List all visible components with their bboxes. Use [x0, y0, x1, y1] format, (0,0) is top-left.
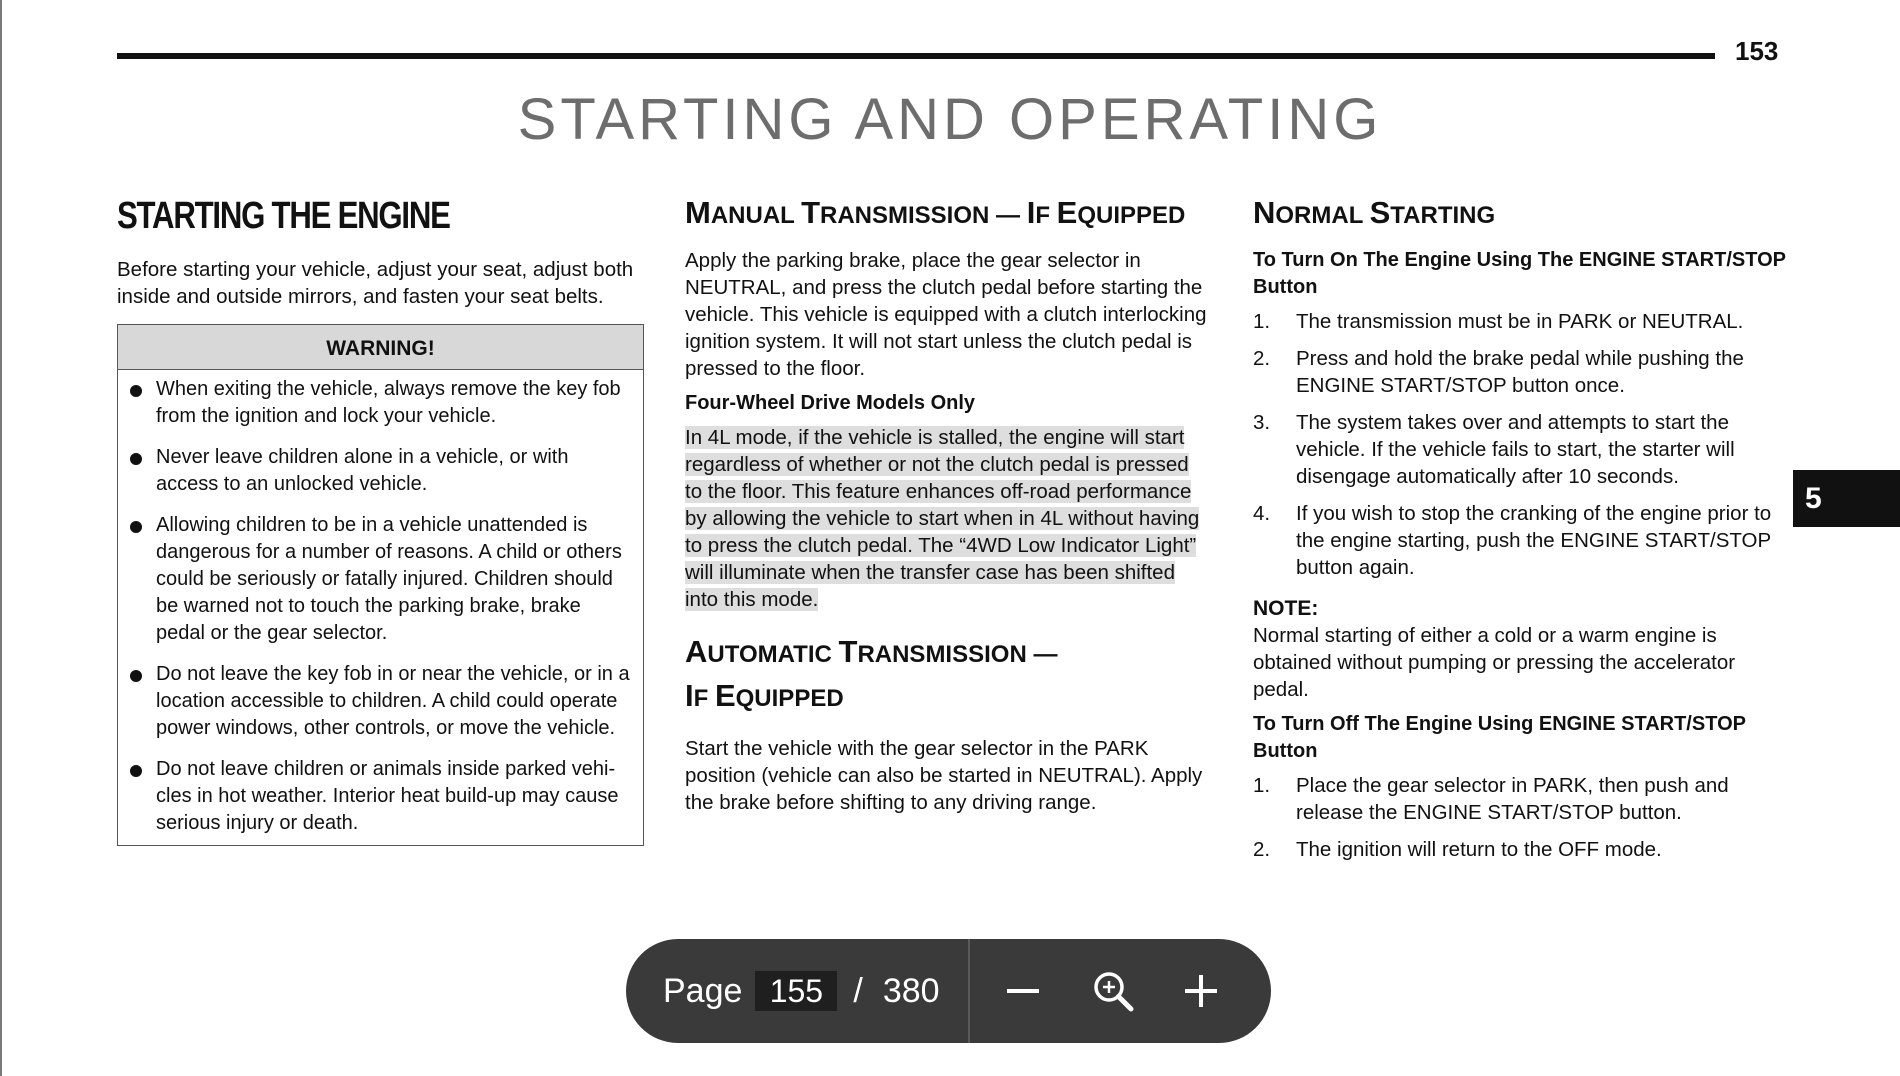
toolbar-divider [968, 939, 970, 1043]
list-item: 1. The transmission must be in PARK or NEUTRAL. [1253, 310, 1744, 333]
heading-normal-starting: NORMAL STARTING [1253, 195, 1496, 230]
column-normal-starting [1253, 195, 1791, 873]
bullet-icon [130, 670, 142, 682]
fwd-subheading: Four-Wheel Drive Models Only [685, 392, 976, 414]
heading-automatic-transmission: AUTOMATIC TRANSMISSION — IF EQUIPPED [685, 634, 1058, 713]
manual-transmission-text: Apply the parking brake, place the gear selector in NEUTRAL, and press the clutch pedal before starting the vehicle. This vehicle is equipped with a clutch interlocking ignition system. It will not start unless the clutch pedal is pressed to the floor. [685, 249, 1207, 380]
current-page-input[interactable]: 155 [755, 971, 837, 1011]
zoom-icon [1091, 969, 1135, 1013]
warning-list [118, 370, 643, 845]
page-edge [0, 0, 2, 1076]
warning-item: Do not leave children or animals inside parked vehi-cles in hot weather. Interior heat build-up may cause serious injury or death. [130, 756, 631, 837]
warning-item: Allowing children to be in a vehicle unattended is dangerous for a number of reasons. A child or others could be seriously or fatally injured. Children should be warned not to touch the parking brake, brake pedal or the gear selector. [130, 512, 631, 647]
heading-manual-transmission: MANUAL TRANSMISSION — IF EQUIPPED [685, 195, 1186, 230]
minus-icon [1005, 973, 1041, 1009]
page-number: 153 [1735, 36, 1779, 66]
plus-icon [1183, 973, 1219, 1009]
zoom-in-button[interactable] [1183, 973, 1219, 1009]
turn-off-steps [1253, 772, 1791, 863]
page-label: Page [663, 971, 743, 1010]
zoom-fit-button[interactable] [1091, 969, 1135, 1013]
warning-item: When exiting the vehicle, always remove the key fob from the ignition and lock your vehicle. [130, 376, 631, 430]
chapter-side-tab: 5 [1793, 470, 1900, 527]
turn-off-subheading: To Turn Off The Engine Using ENGINE START/STOP Button [1253, 713, 1746, 762]
page-separator: / [853, 971, 863, 1010]
intro-text: Before starting your vehicle, adjust your seat, adjust both inside and outside mirrors, and fasten your seat belts. [117, 258, 634, 308]
bullet-icon [130, 765, 142, 777]
heading-starting-engine: STARTING THE ENGINE [117, 195, 450, 237]
column-starting-engine [117, 195, 644, 846]
bullet-icon [130, 385, 142, 397]
bullet-icon [130, 453, 142, 465]
chapter-title: STARTING AND OPERATING [517, 87, 1383, 152]
warning-item: Never leave children alone in a vehicle, or with access to an unlocked vehicle. [130, 444, 631, 498]
note-label: NOTE: [1253, 597, 1319, 620]
turn-on-steps [1253, 308, 1791, 581]
column-transmission [685, 195, 1210, 824]
header-rule [117, 53, 1715, 59]
turn-on-subheading: To Turn On The Engine Using The ENGINE START/STOP Button [1253, 249, 1786, 298]
bullet-icon [130, 521, 142, 533]
highlighted-text: In 4L mode, if the vehicle is stalled, the engine will start regardless of whether or not the clutch pedal is pressed to the floor. This feature enhances off-road performance by allowing the vehicle to start when in 4L without having to press the clutch pedal. The “4WD Low Indicator Light” will illuminate when the transfer case has been shifted into this mode. [685, 426, 1200, 611]
list-item: 3. The system takes over and attempts to start the vehicle. If the vehicle fails to start, the starter will disengage automatically after 10 seconds. [1253, 411, 1735, 488]
list-item: 1. Place the gear selector in PARK, then push and release the ENGINE START/STOP button. [1253, 774, 1729, 824]
warning-item: Do not leave the key fob in or near the vehicle, or in a location accessible to children. A child could operate power windows, other controls, or move the vehicle. [130, 661, 631, 742]
warning-box [117, 324, 644, 846]
note-text: Normal starting of either a cold or a warm engine is obtained without pumping or pressing the accelerator pedal. [1253, 624, 1736, 701]
warning-title: WARNING! [118, 325, 643, 370]
zoom-out-button[interactable] [1005, 973, 1041, 1009]
fwd-text [685, 424, 1210, 613]
page-navigation-toolbar [626, 939, 1271, 1043]
list-item: 2. The ignition will return to the OFF mode. [1253, 838, 1662, 861]
automatic-transmission-text: Start the vehicle with the gear selector in the PARK position (vehicle can also be started in NEUTRAL). Apply the brake before shifting to any driving range. [685, 737, 1203, 814]
list-item: 4. If you wish to stop the cranking of the engine prior to the engine starting, push the ENGINE START/STOP button again. [1253, 502, 1772, 579]
total-pages: 380 [882, 971, 940, 1010]
list-item: 2. Press and hold the brake pedal while pushing the ENGINE START/STOP button once. [1253, 347, 1744, 397]
